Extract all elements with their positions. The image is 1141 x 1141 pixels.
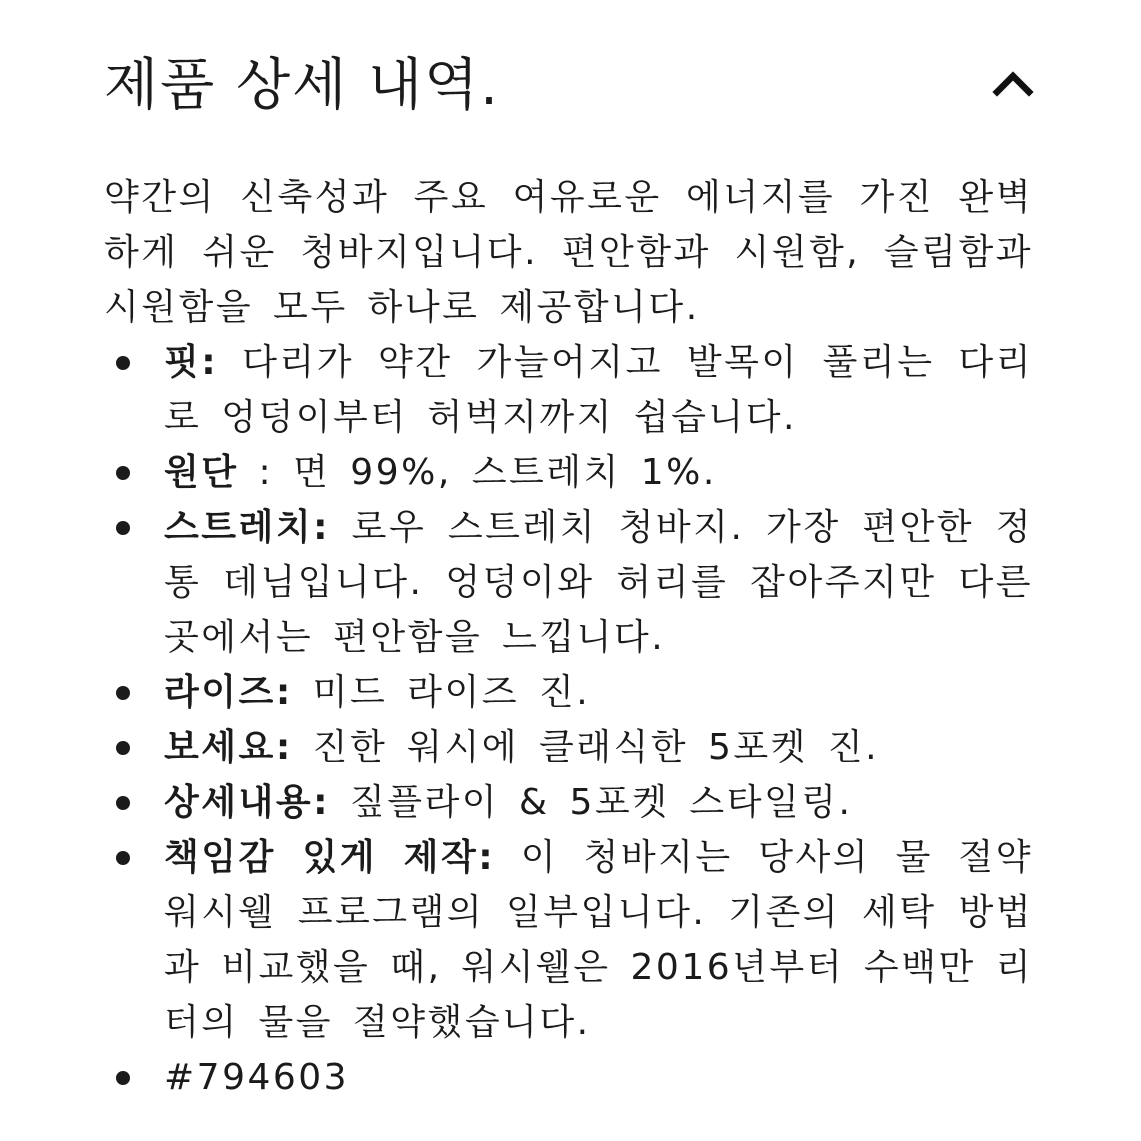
feature-fabric	[104, 445, 1033, 500]
feature-text: 로우 스트레치 청바지. 가장 편안한 정통 데님입니다. 엉덩이와 허리를 잡아주지만 다른 곳에서는 편안함을 느낍니다.	[164, 507, 1033, 658]
collapse-button[interactable]	[989, 60, 1037, 108]
feature-responsibly-made	[104, 830, 1033, 1050]
chevron-up-icon	[989, 60, 1037, 108]
feature-list	[104, 335, 1033, 1105]
bullet-icon	[116, 686, 130, 700]
section-header[interactable]	[104, 0, 1033, 170]
feature-text: #794603	[164, 1057, 350, 1098]
feature-label: 상세내용:	[164, 782, 331, 823]
feature-look	[104, 720, 1033, 775]
feature-details	[104, 775, 1033, 830]
bullet-icon	[116, 851, 130, 865]
bullet-icon	[116, 466, 130, 480]
feature-label: 보세요:	[164, 727, 293, 768]
feature-label: 원단	[164, 452, 239, 493]
feature-label: 라이즈:	[164, 672, 293, 713]
bullet-icon	[116, 741, 130, 755]
section-title: 제품 상세 내역.	[104, 53, 500, 118]
product-description: 약간의 신축성과 주요 여유로운 에너지를 가진 완벽하게 쉬운 청바지입니다. 편안함과 시원함, 슬림함과 시원함을 모두 하나로 제공합니다.	[104, 177, 1033, 328]
bullet-icon	[116, 1071, 130, 1085]
bullet-icon	[116, 521, 130, 535]
feature-text: 짚플라이 & 5포켓 스타일링.	[330, 782, 853, 823]
feature-text: : 면 99%, 스트레치 1%.	[238, 452, 717, 493]
feature-style-number	[104, 1050, 1033, 1105]
feature-stretch	[104, 500, 1033, 665]
bullet-icon	[116, 796, 130, 810]
feature-label: 스트레치:	[164, 507, 331, 548]
feature-text: 다리가 약간 가늘어지고 발목이 풀리는 다리로 엉덩이부터 허벅지까지 쉽습니다.	[164, 342, 1033, 438]
bullet-icon	[116, 356, 130, 370]
feature-label: 핏:	[164, 342, 219, 383]
feature-fit	[104, 335, 1033, 445]
feature-rise	[104, 665, 1033, 720]
feature-text: 이 청바지는 당사의 물 절약 워시웰 프로그램의 일부입니다. 기존의 세탁 방법과 비교했을 때, 워시웰은 2016년부터 수백만 리터의 물을 절약했습니다.	[164, 837, 1033, 1043]
feature-text: 진한 워시에 클래식한 5포켓 진.	[292, 727, 880, 768]
feature-text: 미드 라이즈 진.	[292, 672, 591, 713]
feature-label: 책임감 있게 제작:	[164, 837, 496, 878]
